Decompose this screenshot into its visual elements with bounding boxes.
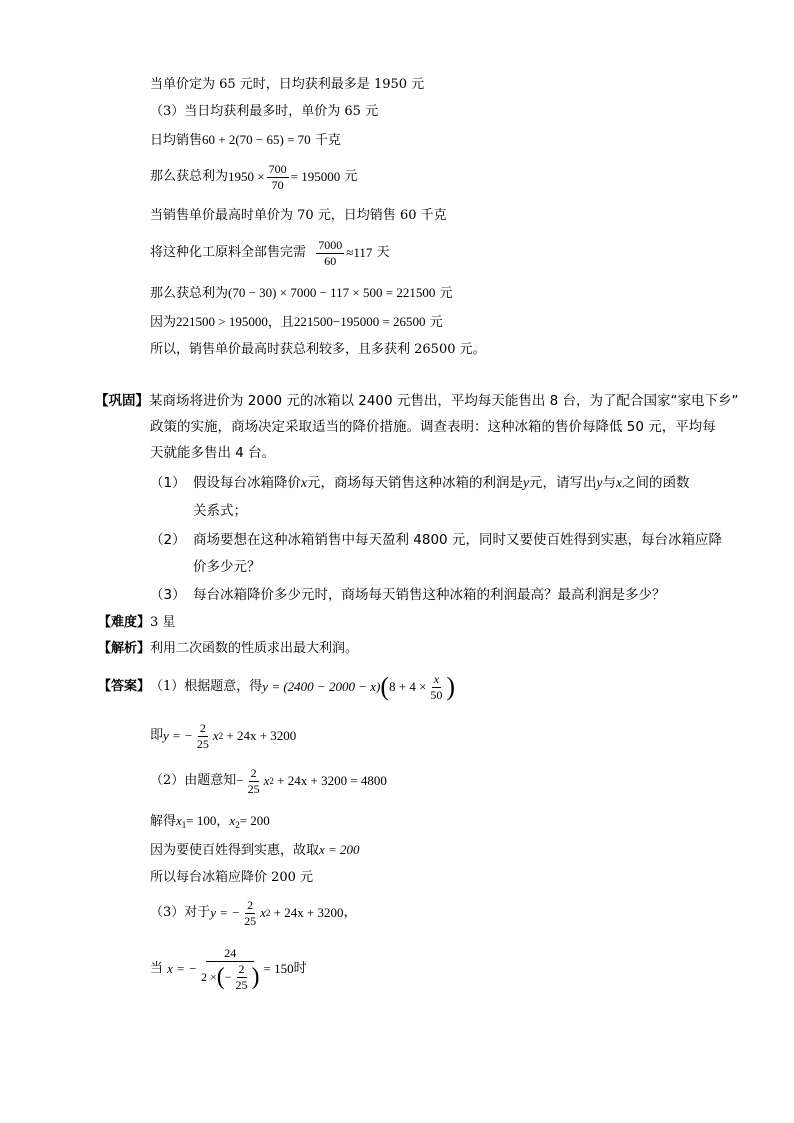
fraction: $\frac{2}{25}$: [247, 765, 260, 796]
answer-tag: 【答案】: [98, 679, 151, 694]
question-2-text: 商场要想在这种冰箱销售中每天盈利 4800 元，同时又要使百姓得到实惠，每台冰箱应降: [193, 532, 722, 548]
fraction: 24 2 × ( − $\frac{2}{25}$ ): [200, 945, 260, 992]
fraction: $\frac{x}{50}$: [430, 671, 443, 702]
question-2-line-2: 价多少元？: [193, 559, 261, 575]
question-1-line-2: 关系式；: [193, 503, 247, 519]
answer-line-7: （3）对于 y = − $\frac{2}{25}$ x 2 + 24x + 3200 ，: [150, 897, 357, 928]
sol-line-3: 日均销售60 + 2(70 − 65) = 70 千克: [150, 132, 341, 148]
question-1-number: （1）: [150, 475, 186, 491]
answer-line-4: 解得$x_1= 100$，$x_2= 200$: [150, 813, 270, 830]
question-1-text: 假设每台冰箱降价x元，商场每天销售这种冰箱的利润是y元，请写出y与x之间的函数: [193, 475, 690, 491]
question-3-number: （3）: [150, 587, 186, 603]
practice-tag: 【巩固】: [95, 393, 149, 409]
fraction: $\frac{2}{25}$: [244, 897, 257, 928]
analysis: 【解析】利用二次函数的性质求出最大利润。: [98, 641, 359, 656]
answer-line-5: 因为要使百姓得到实惠，故取x = 200: [150, 842, 360, 858]
practice-stem-2: 政策的实施，商场决定采取适当的降价措施。调查表明：这种冰箱的售价每降低 50 元，平均每: [150, 419, 716, 435]
difficulty-tag: 【难度】: [98, 615, 151, 630]
sol-line-4: 那么获总利为 1950 × $\frac{700}{70}$ = 195000 元: [150, 161, 358, 192]
answer-line-6: 所以每台冰箱应降价 200 元: [150, 870, 314, 885]
fraction: $\frac{700}{70}$: [268, 161, 287, 192]
practice-stem-3: 天就能多售出 4 台。: [150, 445, 276, 461]
sol-line-8: 因为221500 > 195000，且221500−195000 = 26500 元: [150, 314, 443, 330]
answer-line-3: （2）由题意知 − $\frac{2}{25}$ x 2 + 24x + 3200 = 4800: [150, 765, 387, 796]
sol-line-5: 当销售单价最高时单价为 70 元，日均销售 60 千克: [150, 208, 447, 223]
answer-line-8: 当 x = − 24 2 × ( − $\frac{2}{25}$ ) = 150 时: [150, 945, 307, 992]
answer-line-1: 【答案】 （1）根据题意，得 y = (2400 − 2000 − x) ( 8 + 4 × $\frac{x}{50}$ ): [98, 671, 456, 702]
answer-line-2: 即 y = − $\frac{2}{25}$ x 2 + 24x + 3200: [150, 720, 297, 751]
sol-line-1: 当单价定为 65 元时，日均获利最多是 1950 元: [150, 77, 425, 92]
fraction: $\frac{2}{25}$: [196, 720, 209, 751]
sol-line-6: 将这种化工原料全部售完需 $\frac{7000}{60}$ ≈117 天: [150, 237, 390, 268]
difficulty: [98, 614, 175, 632]
sol-line-7: 那么获总利为(70 − 30) × 7000 − 117 × 500 = 221500 元: [150, 285, 453, 301]
analysis-tag: 【解析】: [98, 641, 151, 656]
question-3-text: 每台冰箱降价多少元时，商场每天销售这种冰箱的利润最高？最高利润是多少？: [193, 587, 666, 603]
fraction: $\frac{7000}{60}$: [318, 237, 343, 268]
sol-line-9: 所以，销售单价最高时获总利较多，且多获利 26500 元。: [150, 342, 486, 357]
practice-stem-1: 【巩固】某商场将进价为 2000 元的冰箱以 2400 元售出，平均每天能售出 8 台，为了配合国家“家电下乡”: [95, 393, 739, 409]
question-2-number: （2）: [150, 532, 186, 548]
sol-line-2: （3）当日均获利最多时，单价为 65 元: [150, 104, 379, 119]
difficulty-value: 3 星: [150, 615, 176, 630]
